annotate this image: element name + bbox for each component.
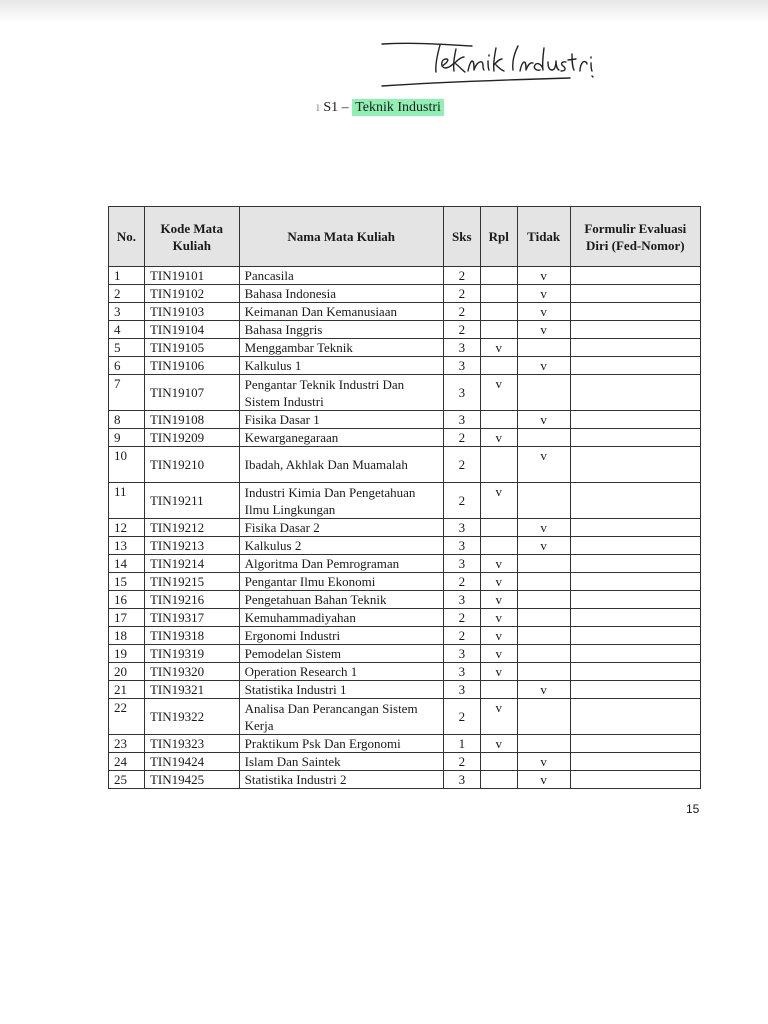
cell-rpl: v: [480, 645, 517, 663]
cell-no: 25: [109, 771, 145, 789]
cell-sks: 3: [443, 357, 480, 375]
table-row: [109, 429, 701, 447]
cell-nama: Bahasa Indonesia: [239, 285, 443, 303]
table-body: [109, 267, 701, 789]
table-row: [109, 447, 701, 483]
cell-nama: Islam Dan Saintek: [239, 753, 443, 771]
cell-no: 13: [109, 537, 145, 555]
cell-sks: 2: [443, 267, 480, 285]
cell-nama: Keimanan Dan Kemanusiaan: [239, 303, 443, 321]
cell-sks: 2: [443, 303, 480, 321]
cell-formulir: [570, 681, 700, 699]
cell-formulir: [570, 591, 700, 609]
cell-no: 11: [109, 483, 145, 519]
table-row: [109, 483, 701, 519]
cell-sks: 3: [443, 555, 480, 573]
cell-nama: Pancasila: [239, 267, 443, 285]
cell-rpl: v: [480, 609, 517, 627]
cell-tidak: v: [517, 537, 570, 555]
table-row: [109, 411, 701, 429]
cell-rpl: [480, 681, 517, 699]
cell-kode: TIN19101: [144, 267, 239, 285]
cell-kode: TIN19425: [144, 771, 239, 789]
header-tidak: Tidak: [517, 207, 570, 267]
cell-formulir: [570, 609, 700, 627]
cell-kode: TIN19323: [144, 735, 239, 753]
cell-sks: 3: [443, 537, 480, 555]
cell-sks: 2: [443, 447, 480, 483]
cell-kode: TIN19209: [144, 429, 239, 447]
cell-no: 19: [109, 645, 145, 663]
table-row: [109, 735, 701, 753]
cell-rpl: [480, 771, 517, 789]
cell-no: 6: [109, 357, 145, 375]
cell-rpl: [480, 519, 517, 537]
cell-sks: 3: [443, 771, 480, 789]
cell-rpl: v: [480, 591, 517, 609]
cell-tidak: [517, 627, 570, 645]
cell-nama: Ibadah, Akhlak Dan Muamalah: [239, 447, 443, 483]
subtitle-prefix: ı: [316, 100, 320, 115]
cell-nama: Pemodelan Sistem: [239, 645, 443, 663]
cell-kode: TIN19214: [144, 555, 239, 573]
cell-sks: 3: [443, 339, 480, 357]
cell-no: 21: [109, 681, 145, 699]
cell-no: 10: [109, 447, 145, 483]
table-row: [109, 771, 701, 789]
cell-formulir: [570, 663, 700, 681]
header-formulir: Formulir Evaluasi Diri (Fed-Nomor): [570, 207, 700, 267]
cell-tidak: v: [517, 357, 570, 375]
cell-no: 5: [109, 339, 145, 357]
cell-tidak: v: [517, 519, 570, 537]
table-row: [109, 591, 701, 609]
cell-tidak: v: [517, 681, 570, 699]
cell-formulir: [570, 771, 700, 789]
table-row: [109, 267, 701, 285]
cell-rpl: [480, 411, 517, 429]
cell-sks: 2: [443, 429, 480, 447]
cell-nama: Kalkulus 2: [239, 537, 443, 555]
header-no: No.: [109, 207, 145, 267]
cell-no: 4: [109, 321, 145, 339]
cell-kode: TIN19424: [144, 753, 239, 771]
cell-sks: 2: [443, 699, 480, 735]
cell-no: 23: [109, 735, 145, 753]
cell-nama: Kewarganegaraan: [239, 429, 443, 447]
cell-tidak: [517, 483, 570, 519]
cell-formulir: [570, 339, 700, 357]
header-nama: Nama Mata Kuliah: [239, 207, 443, 267]
cell-no: 7: [109, 375, 145, 411]
cell-formulir: [570, 645, 700, 663]
cell-kode: TIN19318: [144, 627, 239, 645]
cell-kode: TIN19105: [144, 339, 239, 357]
cell-no: 12: [109, 519, 145, 537]
cell-tidak: [517, 339, 570, 357]
page-subtitle: [316, 100, 444, 116]
table-row: [109, 645, 701, 663]
cell-sks: 2: [443, 321, 480, 339]
cell-tidak: v: [517, 447, 570, 483]
table-row: [109, 753, 701, 771]
cell-tidak: [517, 699, 570, 735]
cell-rpl: v: [480, 555, 517, 573]
cell-tidak: [517, 645, 570, 663]
cell-kode: TIN19215: [144, 573, 239, 591]
cell-rpl: [480, 285, 517, 303]
cell-nama: Menggambar Teknik: [239, 339, 443, 357]
cell-sks: 2: [443, 627, 480, 645]
cell-kode: TIN19104: [144, 321, 239, 339]
cell-formulir: [570, 267, 700, 285]
cell-sks: 3: [443, 411, 480, 429]
cell-rpl: [480, 303, 517, 321]
cell-formulir: [570, 555, 700, 573]
cell-sks: 2: [443, 573, 480, 591]
cell-formulir: [570, 285, 700, 303]
cell-formulir: [570, 357, 700, 375]
cell-nama: Statistika Industri 1: [239, 681, 443, 699]
cell-tidak: [517, 375, 570, 411]
cell-rpl: v: [480, 735, 517, 753]
cell-kode: TIN19213: [144, 537, 239, 555]
cell-no: 1: [109, 267, 145, 285]
cell-no: 20: [109, 663, 145, 681]
table-row: [109, 555, 701, 573]
handwritten-signature-note: [380, 34, 610, 94]
cell-rpl: [480, 321, 517, 339]
cell-rpl: [480, 447, 517, 483]
cell-nama: Bahasa Inggris: [239, 321, 443, 339]
table-row: [109, 519, 701, 537]
cell-formulir: [570, 753, 700, 771]
cell-sks: 3: [443, 645, 480, 663]
cell-formulir: [570, 303, 700, 321]
cell-rpl: v: [480, 483, 517, 519]
table-row: [109, 321, 701, 339]
cell-tidak: v: [517, 321, 570, 339]
cell-tidak: [517, 591, 570, 609]
scan-artifact: [0, 0, 768, 22]
cell-rpl: [480, 267, 517, 285]
cell-nama: Statistika Industri 2: [239, 771, 443, 789]
cell-formulir: [570, 735, 700, 753]
cell-kode: TIN19319: [144, 645, 239, 663]
cell-sks: 1: [443, 735, 480, 753]
cell-nama: Praktikum Psk Dan Ergonomi: [239, 735, 443, 753]
cell-rpl: v: [480, 339, 517, 357]
cell-no: 18: [109, 627, 145, 645]
table-row: [109, 663, 701, 681]
cell-sks: 2: [443, 483, 480, 519]
subtitle-level: S1 –: [323, 100, 349, 115]
table-row: [109, 627, 701, 645]
cell-kode: TIN19216: [144, 591, 239, 609]
table-row: [109, 537, 701, 555]
cell-kode: TIN19103: [144, 303, 239, 321]
table-row: [109, 303, 701, 321]
cell-tidak: [517, 609, 570, 627]
cell-formulir: [570, 375, 700, 411]
cell-kode: TIN19212: [144, 519, 239, 537]
table-row: [109, 339, 701, 357]
cell-tidak: [517, 663, 570, 681]
cell-formulir: [570, 411, 700, 429]
cell-kode: TIN19108: [144, 411, 239, 429]
cell-no: 8: [109, 411, 145, 429]
cell-no: 16: [109, 591, 145, 609]
cell-nama: Pengantar Teknik Industri Dan Sistem Industri: [239, 375, 443, 411]
table-header-row: [109, 207, 701, 267]
cell-formulir: [570, 429, 700, 447]
cell-no: 24: [109, 753, 145, 771]
cell-nama: Fisika Dasar 1: [239, 411, 443, 429]
cell-nama: Kemuhammadiyahan: [239, 609, 443, 627]
cell-rpl: v: [480, 699, 517, 735]
cell-sks: 2: [443, 609, 480, 627]
cell-rpl: [480, 357, 517, 375]
cell-kode: TIN19320: [144, 663, 239, 681]
cell-rpl: [480, 753, 517, 771]
cell-formulir: [570, 519, 700, 537]
cell-kode: TIN19211: [144, 483, 239, 519]
cell-tidak: [517, 735, 570, 753]
table-row: [109, 285, 701, 303]
table-row: [109, 573, 701, 591]
cell-formulir: [570, 627, 700, 645]
cell-nama: Fisika Dasar 2: [239, 519, 443, 537]
cell-kode: TIN19106: [144, 357, 239, 375]
cell-sks: 3: [443, 591, 480, 609]
cell-formulir: [570, 573, 700, 591]
cell-tidak: v: [517, 267, 570, 285]
cell-rpl: v: [480, 627, 517, 645]
cell-sks: 3: [443, 663, 480, 681]
cell-sks: 2: [443, 753, 480, 771]
cell-formulir: [570, 699, 700, 735]
cell-formulir: [570, 537, 700, 555]
cell-nama: Operation Research 1: [239, 663, 443, 681]
cell-sks: 3: [443, 375, 480, 411]
cell-sks: 2: [443, 285, 480, 303]
cell-no: 22: [109, 699, 145, 735]
cell-nama: Kalkulus 1: [239, 357, 443, 375]
cell-formulir: [570, 483, 700, 519]
cell-nama: Ergonomi Industri: [239, 627, 443, 645]
cell-nama: Algoritma Dan Pemrograman: [239, 555, 443, 573]
subtitle-highlight: Teknik Industri: [352, 99, 444, 116]
cell-tidak: v: [517, 303, 570, 321]
cell-no: 17: [109, 609, 145, 627]
cell-rpl: v: [480, 375, 517, 411]
header-sks: Sks: [443, 207, 480, 267]
cell-formulir: [570, 321, 700, 339]
page-number: 15: [686, 802, 700, 816]
cell-no: 9: [109, 429, 145, 447]
table-row: [109, 357, 701, 375]
cell-tidak: [517, 555, 570, 573]
cell-kode: TIN19321: [144, 681, 239, 699]
cell-tidak: [517, 573, 570, 591]
header-rpl: Rpl: [480, 207, 517, 267]
cell-tidak: v: [517, 753, 570, 771]
cell-rpl: v: [480, 573, 517, 591]
cell-kode: TIN19322: [144, 699, 239, 735]
cell-sks: 3: [443, 519, 480, 537]
header-kode: Kode Mata Kuliah: [144, 207, 239, 267]
cell-kode: TIN19102: [144, 285, 239, 303]
course-table: [108, 206, 701, 789]
cell-kode: TIN19107: [144, 375, 239, 411]
cell-kode: TIN19210: [144, 447, 239, 483]
cell-rpl: [480, 537, 517, 555]
table-row: [109, 699, 701, 735]
cell-tidak: v: [517, 771, 570, 789]
cell-sks: 3: [443, 681, 480, 699]
table-row: [109, 375, 701, 411]
cell-no: 15: [109, 573, 145, 591]
cell-no: 14: [109, 555, 145, 573]
table-row: [109, 609, 701, 627]
cell-rpl: v: [480, 429, 517, 447]
cell-nama: Pengantar Ilmu Ekonomi: [239, 573, 443, 591]
cell-kode: TIN19317: [144, 609, 239, 627]
table-row: [109, 681, 701, 699]
cell-tidak: [517, 429, 570, 447]
cell-no: 2: [109, 285, 145, 303]
cell-tidak: v: [517, 411, 570, 429]
cell-no: 3: [109, 303, 145, 321]
cell-nama: Analisa Dan Perancangan Sistem Kerja: [239, 699, 443, 735]
cell-rpl: v: [480, 663, 517, 681]
cell-nama: Industri Kimia Dan Pengetahuan Ilmu Lingkungan: [239, 483, 443, 519]
cell-formulir: [570, 447, 700, 483]
cell-nama: Pengetahuan Bahan Teknik: [239, 591, 443, 609]
cell-tidak: v: [517, 285, 570, 303]
